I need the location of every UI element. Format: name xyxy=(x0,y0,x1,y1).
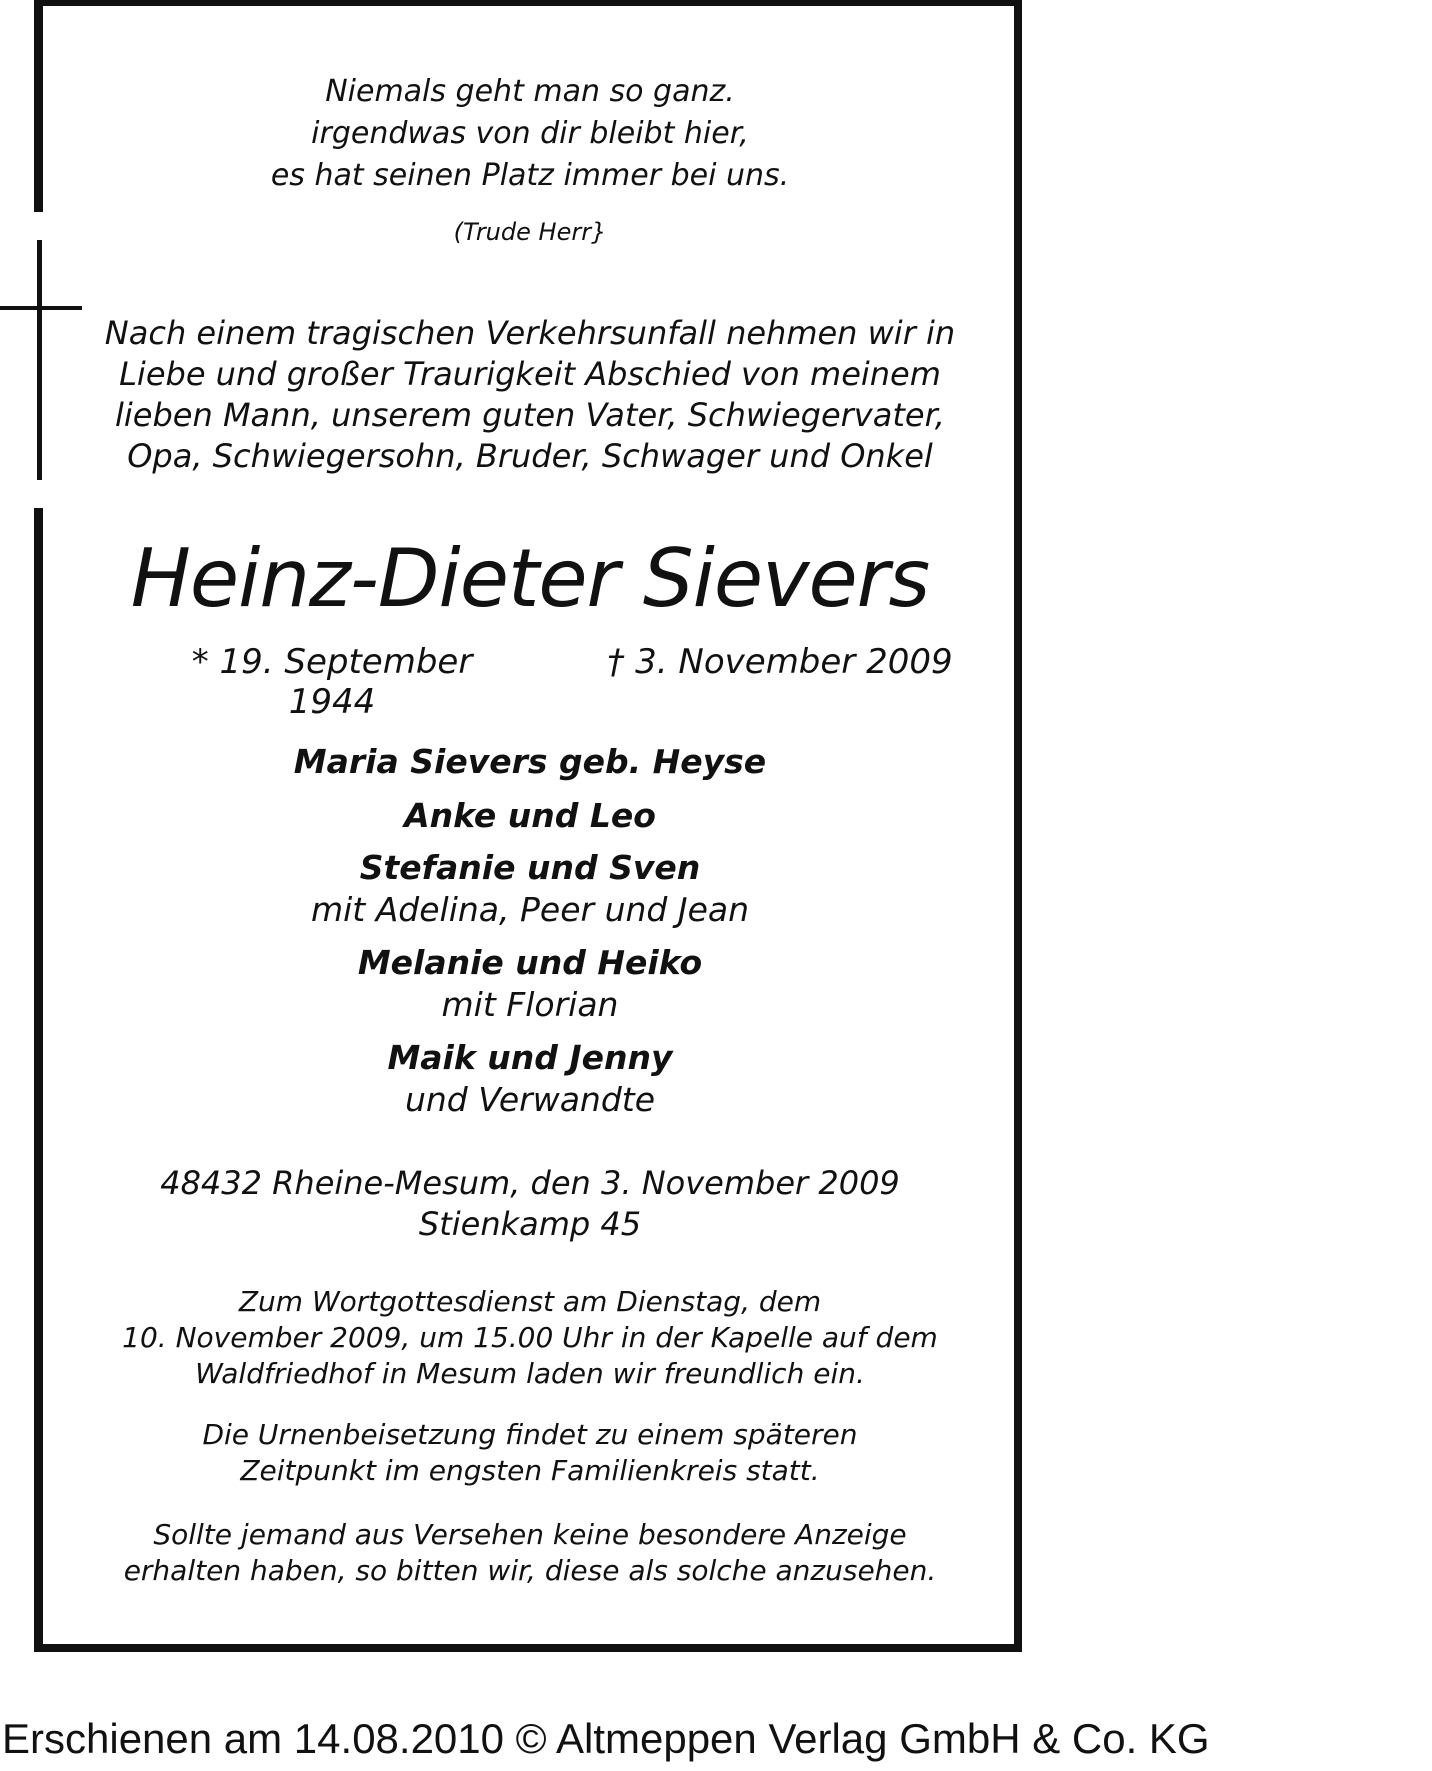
life-dates xyxy=(40,642,1020,722)
publication-footer: Erschienen am 14.08.2010 © Altmeppen Verlag GmbH & Co. KG xyxy=(2,1715,1210,1762)
family-member-5: Maik und Jenny xyxy=(387,1038,673,1077)
apology-note-line-1: Sollte jemand aus Versehen keine besondere Anzeige xyxy=(153,1518,907,1551)
death-date: † 3. November 2009 xyxy=(607,642,953,682)
address-line-1: 48432 Rheine-Mesum, den 3. November 2009 xyxy=(160,1164,900,1202)
birth-date: * 19. September 1944 xyxy=(191,642,473,722)
burial-note-line-2: Zeitpunkt im engsten Familienkreis statt. xyxy=(240,1454,820,1487)
intro-line-3: lieben Mann, unserem guten Vater, Schwiegervater, xyxy=(115,396,945,434)
service-note-line-3: Waldfriedhof in Mesum laden wir freundlich ein. xyxy=(195,1357,865,1390)
service-note-line-2: 10. November 2009, um 15.00 Uhr in der Kapelle auf dem xyxy=(122,1321,938,1354)
apology-note-line-2: erhalten haben, so bitten wir, diese als solche anzusehen. xyxy=(123,1554,937,1587)
family-member-4-children: mit Florian xyxy=(441,985,619,1024)
frame-bottom-border xyxy=(34,1644,1022,1652)
quote-line-1: Niemals geht man so ganz. xyxy=(325,74,735,109)
family-member-3-children: mit Adelina, Peer und Jean xyxy=(310,890,750,929)
family-member-1: Maria Sievers geb. Heyse xyxy=(293,742,767,781)
family-member-3: Stefanie und Sven xyxy=(359,848,701,887)
cross-horizontal-icon xyxy=(0,306,82,310)
family-member-2: Anke und Leo xyxy=(404,796,656,835)
frame-top-border xyxy=(34,0,1022,6)
address-line-2: Stienkamp 45 xyxy=(418,1205,642,1243)
burial-note-line-1: Die Urnenbeisetzung findet zu einem späteren xyxy=(202,1418,858,1451)
deceased-name: Heinz-Dieter Sievers xyxy=(130,532,930,625)
quote-line-3: es hat seinen Platz immer bei uns. xyxy=(270,158,790,193)
intro-line-4: Opa, Schwiegersohn, Bruder, Schwager und Onkel xyxy=(127,437,933,475)
intro-line-2: Liebe und großer Traurigkeit Abschied von meinem xyxy=(119,355,941,393)
intro-line-1: Nach einem tragischen Verkehrsunfall nehmen wir in xyxy=(104,314,956,352)
family-relatives: und Verwandte xyxy=(404,1080,656,1119)
family-member-4: Melanie und Heiko xyxy=(357,943,703,982)
service-note-line-1: Zum Wortgottesdienst am Dienstag, dem xyxy=(238,1285,822,1318)
quote-line-2: irgendwas von dir bleibt hier, xyxy=(311,116,749,151)
quote-author: (Trude Herr} xyxy=(453,218,607,246)
